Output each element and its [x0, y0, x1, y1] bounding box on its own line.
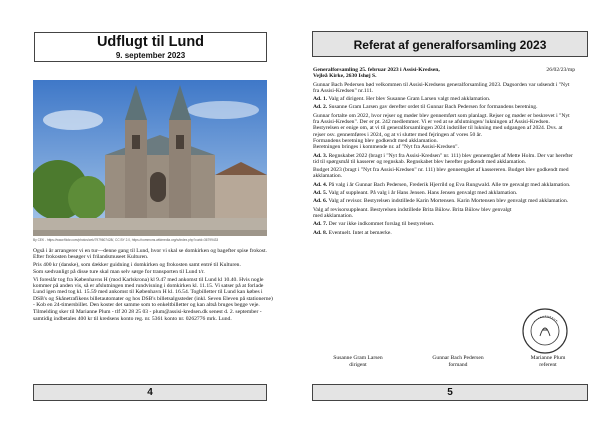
agenda-item [313, 221, 575, 227]
agenda-item [313, 167, 575, 180]
agenda-text: Beretningen bringes i kommende nr. af "Nyt fra Assisi-Kredsen". [313, 144, 459, 151]
agenda-text: Susanne Gram Larsen gav derefter ordet til Gunnar Bach Pedersen for formandens beretning. [328, 104, 538, 111]
agenda-item [313, 182, 575, 188]
right-body-text [313, 67, 575, 238]
agenda-item [313, 230, 575, 236]
agenda-label: Ad. 3. [313, 152, 328, 159]
agenda-item [313, 144, 575, 150]
agenda-text: Eventuelt. Intet at bemærke. [328, 229, 392, 236]
agenda-text: Budget 2023 (bragt i "Nyt fra Assisi-Kredsen" nr. 111) blev gennemgået af kassereren. Budget blev godkendt med akklamation. [313, 167, 569, 180]
left-body-text [33, 248, 273, 323]
agenda-text: Valg af suppleant. På valg i år Hans Jensen. Hans Jensen genvalgt med akklamation. [328, 190, 518, 197]
paragraph: Vi foreslår tog fra Københavns H (mod Karlskrona) kl 9.47 med ankomst til Lund kl 10.40. Hvis nogle kommer på anden vis, så er afslutningen med rundvisning i domkirken kl. 11.15. Vi satser på at forlade Lund igen med tog kl. 15.59 med ankomst til København H kl. 16.54. Togbilletter til Lund kan købes i DSB's og Skånetrafikens billetautomater og hos DSB's billetsalgssteder (inkl. Seven Eleven på stationerne) - Kob en 24-timersbillet. Den koster det samme som to enkeltbilletter og kan altså bruges begge veje. [33, 276, 273, 308]
signature-role: dirigent [349, 361, 367, 368]
agenda-text: Valg af dirigent. Her blev Susanne Gram Larsen valgt med akklamation. [328, 96, 491, 103]
agenda-text: Valg af revisorsuppleant. Bestyrelsen indstillede Brita Bülow. Brita Bülow blev genvalgt med akklamation. [313, 206, 512, 219]
paragraph: Også i år arrangerer vi en tur—denne gang til Lund, hvor vi skal se domkirken og bagefter spise frokost. Efter frokosten besøger vi frilandsmuseet Kulturen. [33, 248, 267, 261]
agenda-text: Valg af revisor. Bestyrelsen indstillede Karin Mortensen. Karin Mortensen blev genvalgt med akklamation. [328, 198, 569, 205]
cathedral-photo [33, 80, 267, 236]
signature-name: Susanne Gram Larsen [333, 355, 383, 361]
agenda-label: Ad. 2. [313, 104, 328, 111]
right-title-box [312, 31, 588, 57]
agenda-item [313, 207, 513, 220]
meeting-header-line: Generalforsamling 25. februar 2023 i Assisi-Kredsen, [313, 67, 440, 73]
agenda-label: Ad. 6. [313, 198, 328, 205]
page-title: Referat af generalforsamling 2023 [353, 38, 547, 52]
signature-name: Marianne Plum [530, 355, 566, 361]
agenda-item [313, 198, 575, 204]
agenda-label: Ad. 5. [313, 190, 328, 197]
assisi-kredsen-stamp [520, 306, 570, 356]
page-number: 5 [312, 384, 588, 401]
page-number: 4 [33, 384, 267, 401]
agenda-item [313, 96, 575, 102]
agenda-label: Ad. 7. [313, 221, 328, 228]
agenda-label: Ad. 4. [313, 181, 328, 188]
signature-role: formand [448, 361, 468, 368]
agenda-text: På valg i år Gunnar Bach Pedersen, Frederik Hjerrild og Eva Rungwald. Alle tre genvalgt med akklamation. [328, 181, 571, 188]
signature-referent [518, 355, 578, 368]
signature-role: referent [539, 361, 557, 368]
meeting-reference: 26/02/23/mp [546, 67, 575, 73]
signature-dirigent [318, 355, 398, 368]
agenda-text: Formandens beretning blev godkendt med akklamation. [313, 137, 438, 144]
meeting-location: Vejleå Kirke, 2630 Ishøj S. [313, 73, 377, 80]
agenda-label: Ad. 1. [313, 96, 328, 103]
signature-formand [418, 355, 498, 368]
signature-name: Gunnar Bach Pedersen [432, 355, 484, 361]
paragraph: Tilmelding sker til Marianne Plum - tlf 20 28 25 03 - plum@assisi-kredsen.dk senest d. 2. september - samtidig indbetales 400 kr til kredsens konto reg. nr. 5361 konto nr. 0262776 mrk. Lund. [33, 309, 262, 322]
page-title: Udflugt til Lund [96, 34, 205, 50]
intro-paragraph: Gunnar Bach Pedersen bød velkommen til Assisi-Kredsens generalforsamling 2023. Dagsorden var udsendt i "Nyt fra Assisi-Kredsen" nr.111. [313, 81, 570, 94]
agenda-text: Der var ikke indkommet forslag til bestyrelsen. [328, 221, 435, 228]
agenda-item [313, 190, 575, 196]
left-title-box [34, 32, 267, 62]
paragraph: Som sædvanligt på disse ture skal man selv sørge for transporten til Lund t/r. [33, 269, 205, 276]
agenda-item [313, 113, 575, 138]
paragraph: Pris 400 kr (danske), som dækker guidning i domkirken og frokosten samt entré til Kulturen. [33, 261, 241, 268]
agenda-text: Gunnar fortalte om 2022, hvor rejser og møder blev gennemført som planlagt. Rejser og møder er beskrevet i "Nyt fra Assisi-Kredsen". Der er pt. 242 medlemmer. Vi er ved at se afslutningen/ lukningen af Assisi-Kredsen. Bestyrelsen er enige om, at vi til generalforsamlingen 2024 indstiller til lukning med udgangen af 2024. Dvs. at rejser osv. gennemføres i 2024, og at vi slutter med fejringen af vores 50 år. [313, 112, 570, 138]
agenda-text: Regnskabet 2022 (bragt i "Nyt fra Assisi-Kredsen" nr. 111) blev gennemgået af Mette Holm. Der var herefter tid til spørgsmål til kasserer og regnskab. Regnskabet blev herefter godkendt med akklamation. [313, 152, 573, 165]
photo-caption: By CEK - https://www.flickr.com/photos/cek/7979607428/, CC BY 2.0, https://commons.wikimedia.org/w/index.php?curid=36799433 [33, 238, 219, 242]
event-date: 9. september 2023 [115, 51, 186, 60]
agenda-label: Ad. 8. [313, 229, 328, 236]
agenda-item [313, 104, 575, 110]
agenda-item [313, 153, 575, 166]
